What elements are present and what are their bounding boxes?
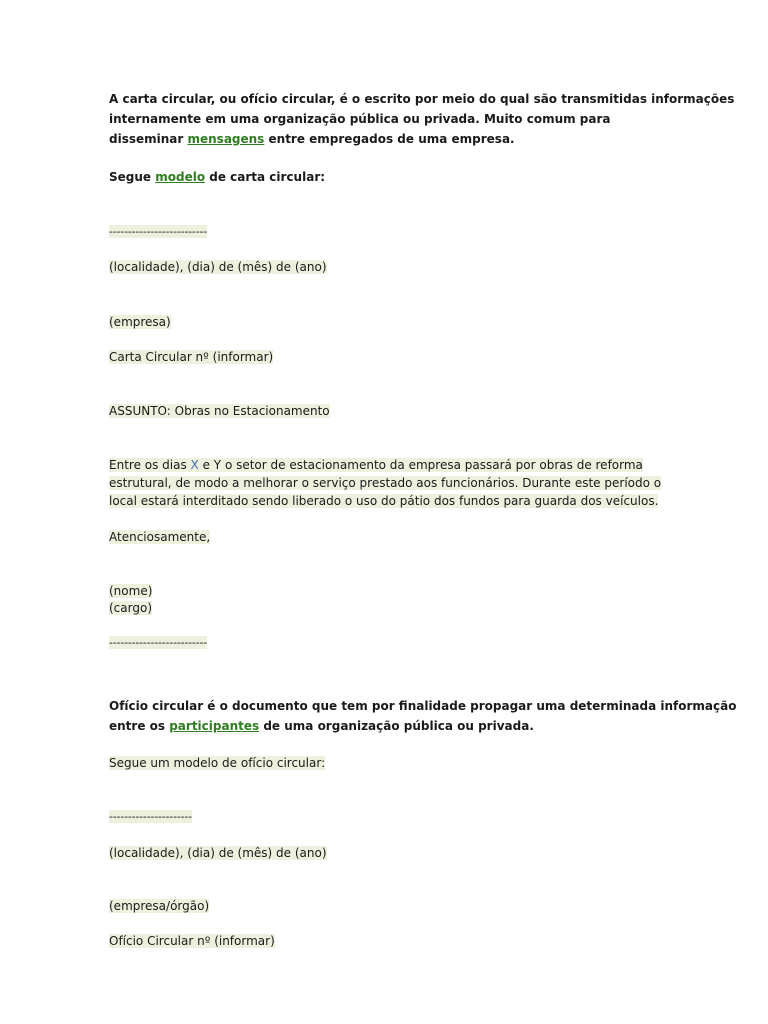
carta-body-line-3: local estará interditado sendo liberado o uso do pátio dos fundos para guarda dos veículos. [109,494,659,508]
oficio-text: entre os [109,719,170,733]
intro-line-2: internamente em uma organização pública ou privada. Muito comum para [109,112,611,126]
carta-assunto: ASSUNTO: Obras no Estacionamento [109,404,330,418]
modelo-heading [109,170,325,184]
oficio-numero: Ofício Circular nº (informar) [109,934,275,948]
carta-body-line-1 [109,458,643,472]
carta-empresa: (empresa) [109,315,171,329]
modelo-text: de carta circular: [205,170,326,184]
carta-body-line-2: estrutural, de modo a melhorar o serviço prestado aos funcionários. Durante este período o [109,476,662,490]
modelo-text: Segue [109,170,156,184]
separator-bottom: -------------------------- [109,636,208,649]
oficio-date-line: (localidade), (dia) de (mês) de (ano) [109,846,327,860]
separator-top: -------------------------- [109,225,208,238]
body-text: X [190,458,199,472]
intro-line-1: A carta circular, ou ofício circular, é o escrito por meio do qual são transmitidas informações [109,92,735,106]
intro-text: disseminar [109,132,188,146]
oficio-text: de uma organização pública ou privada. [259,719,534,733]
intro-line-3 [109,132,515,146]
carta-numero: Carta Circular nº (informar) [109,350,274,364]
carta-closing: Atenciosamente, [109,530,211,544]
carta-date-line: (localidade), (dia) de (mês) de (ano) [109,260,327,274]
oficio-intro-line-2 [109,719,534,733]
oficio-separator-top: ---------------------- [109,810,192,823]
intro-text: entre empregados de uma empresa. [264,132,515,146]
oficio-empresa: (empresa/órgão) [109,899,210,913]
link-participantes[interactable]: participantes [169,719,260,733]
link-mensagens[interactable]: mensagens [187,132,265,146]
carta-cargo: (cargo) [109,601,152,615]
modelo-oficio-heading: Segue um modelo de ofício circular: [109,756,326,770]
body-text: e Y o setor de estacionamento da empresa passará por obras de reforma [198,458,643,472]
link-modelo[interactable]: modelo [155,170,206,184]
oficio-intro-line-1: Ofício circular é o documento que tem por finalidade propagar uma determinada informação [109,699,737,713]
carta-nome: (nome) [109,584,153,598]
body-text: Entre os dias [109,458,191,472]
